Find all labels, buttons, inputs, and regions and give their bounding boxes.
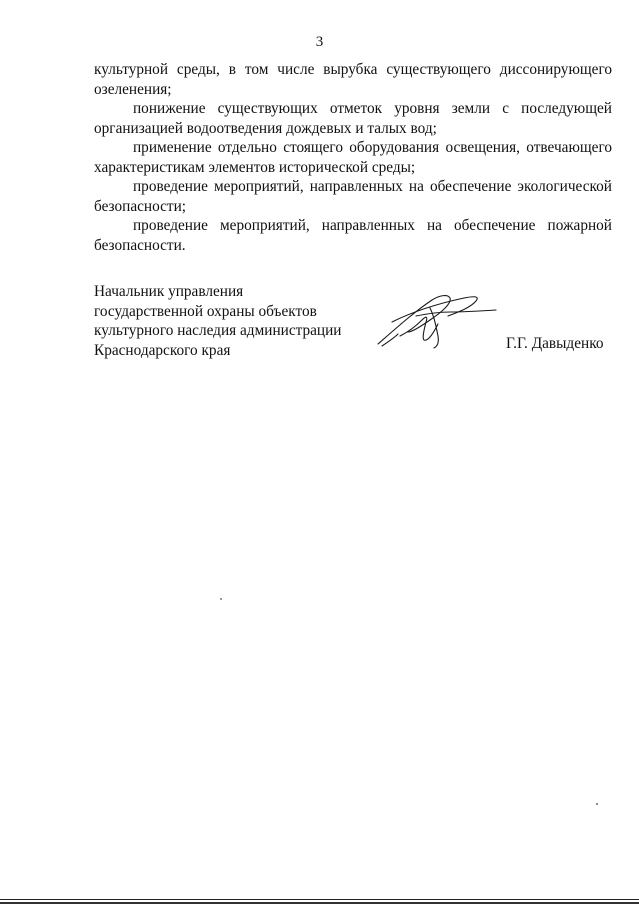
paragraph-ecological-safety: проведение мероприятий, направленных на обеспечение экологической безопасности;: [94, 178, 612, 215]
scan-edge-line: [0, 899, 639, 900]
scan-edge-line: [0, 902, 639, 904]
paragraph-lighting: применение отдельно стоящего оборудования освещения, отвечающего характеристикам элементов исторической среды;: [94, 139, 612, 176]
handwritten-signature: [372, 286, 500, 354]
position-line: культурного наследия администрации: [94, 322, 342, 339]
paragraph-continuation: культурной среды, в том числе вырубка существующего диссонирующего озеленения;: [94, 61, 612, 98]
scan-speck: [596, 803, 598, 805]
signatory-name: Г.Г. Давыденко: [506, 335, 604, 352]
position-line: Начальник управления: [94, 283, 244, 300]
position-line: Краснодарского края: [94, 341, 231, 359]
paragraph-fire-safety: проведение мероприятий, направленных на обеспечение пожарной безопасности.: [94, 217, 612, 254]
paragraph-ground-level: понижение существующих отметок уровня земли с последующей организацией водоотведения дождевых и талых вод;: [94, 100, 612, 137]
position-line: государственной охраны объектов: [94, 302, 317, 320]
signatory-position: [94, 282, 341, 360]
scan-speck: [220, 598, 222, 600]
page-number: 3: [315, 34, 324, 50]
document-body: [94, 60, 612, 255]
